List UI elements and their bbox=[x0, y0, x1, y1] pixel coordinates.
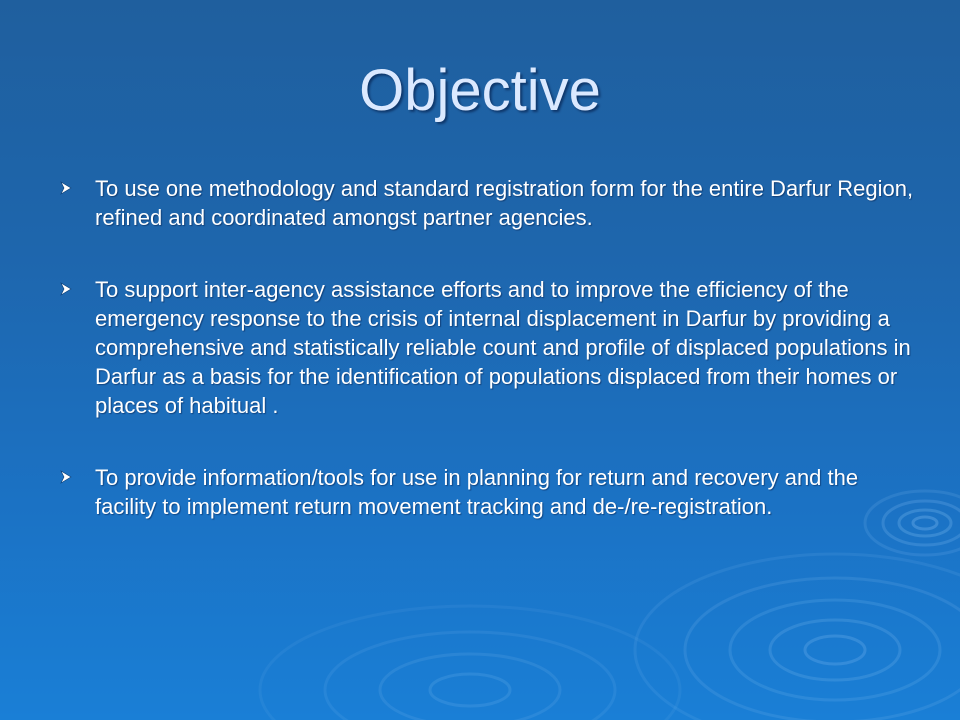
bullet-list bbox=[58, 174, 918, 521]
arrow-bullet-icon bbox=[58, 469, 74, 485]
slide-title: Objective bbox=[359, 58, 601, 123]
arrow-bullet-icon bbox=[58, 180, 74, 196]
bullet-item bbox=[58, 463, 918, 521]
bullet-item bbox=[58, 174, 918, 232]
arrow-bullet-icon bbox=[58, 281, 74, 297]
bullet-item bbox=[58, 275, 918, 420]
bullet-text: To provide information/tools for use in planning for return and recovery and the facility to implement return movement tracking and de-/re-registration. bbox=[95, 465, 859, 519]
bullet-text: To support inter-agency assistance efforts and to improve the efficiency of the emergency response to the crisis of internal displacement in Darfur by providing a comprehensive and statistically reliable count and profile of displaced populations in Darfur as a basis for the identification of populations displaced from their homes or places of habitual . bbox=[95, 277, 911, 418]
bullet-text: To use one methodology and standard registration form for the entire Darfur Region, refined and coordinated amongst partner agencies. bbox=[95, 176, 914, 230]
